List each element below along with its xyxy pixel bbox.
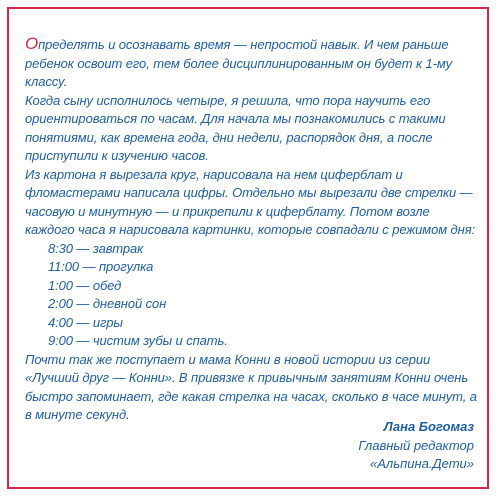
editor-letter <box>25 35 480 425</box>
schedule-item: 11:00 — прогулка <box>48 259 154 274</box>
intro-paragraph <box>25 35 480 92</box>
schedule-item: 8:30 — завтрак <box>48 240 144 256</box>
daily-schedule-list <box>25 240 480 351</box>
schedule-item: 2:00 — дневной сон <box>48 296 167 311</box>
schedule-item: 1:00 — обед <box>48 277 122 293</box>
schedule-item: 4:00 — игры <box>48 314 123 330</box>
paragraph-3: Из картона я вырезала круг, нарисовала на нем циферблат и фломастерами написала цифры. Отдельно мы вырезали две стрелки — часовую и минутную — и прикрепили к циферблату. Потом возле каждого часа я нарисовала картинки, которые совпадали с режимом дня: <box>25 166 476 237</box>
author-role: Главный редактор <box>358 437 474 453</box>
paragraph-4: Почти так же поступает и мама Конни в новой истории из серии «Лучший друг — Конни». В привязке к привычным занятиям Конни очень быстро запоминает, где какая стрелка на часах, сколько в часе минут, а в минуте секунд. <box>25 351 477 422</box>
schedule-item: 9:00 — чистим зубы и спать. <box>48 333 228 348</box>
signature-block <box>274 418 474 474</box>
author-name: Лана Богомаз <box>383 419 474 434</box>
author-company: «Альпина.Дети» <box>370 456 474 471</box>
drop-cap: О <box>25 34 39 53</box>
paragraph-2: Когда сыну исполнилось четыре, я решила, что пора научить его ориентироваться по часам. Для начала мы познакомились с такими понятиями, как времена года, дни недели, распорядок дня, а после приступили к изучению часов. <box>25 92 446 163</box>
intro-text: пределять и осознавать время — непростой навык. И чем раньше ребенок освоит его, тем более дисциплинированным он будет к 1-му классу. <box>25 37 452 89</box>
